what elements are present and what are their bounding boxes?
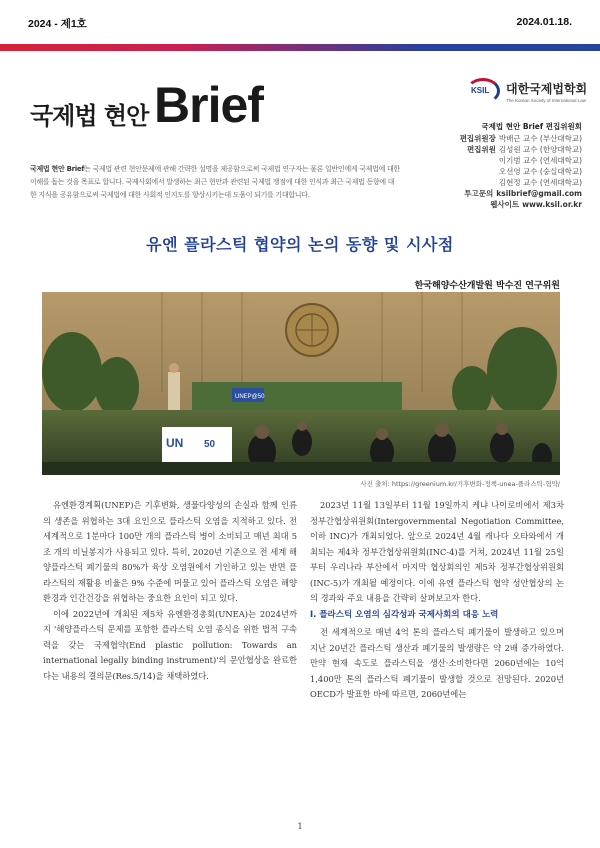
article-author: 한국해양수산개발원 박수진 연구위원 [414,281,560,291]
society-name-korean: 대한국제법학회 [506,81,588,96]
brand-english-title: Brief [154,77,263,133]
website-row: 웹사이트 www.ksil.or.kr [490,200,582,209]
paragraph: 2023년 11월 13일부터 11월 19일까지 케냐 나이로비에서 제3차 정부간협상위원회(Intergovernmental Negotiation Committee, 이하 INC)가 개최되었다. 앞으로 2024년 4월 캐나다 오타와에서 개최되는 제4차 정부간협상위원회(INC-4)를 거쳐, 2024년 11월 25일부터 우리나라 부산에서 마지막 협상회의인 제5차 정부간협상위원회(INC-5)가 개최될 예정이다. 이에 유엔 플라스틱 협약 성안협상의 논의 경과와 주요 내용을 간략히 살펴보고자 한다. [310,500,564,603]
article-column-left [43,498,297,684]
issue-number: 2024 - 제1호 [28,18,87,30]
anniversary-label: 50 [204,439,216,450]
brief-introduction [30,163,400,202]
ksil-logo-icon [466,78,500,104]
intro-text: 는 국제법 관련 현안문제에 관해 간략한 설명을 제공함으로써 국제법 연구자는 물론 일반인에게 국제법에 대한 이해를 돕는 것을 목표로 합니다. 국제사회에서 발생하는 최근 현안과 관련된 국제법 쟁점에 대한 인식과 최근 국제법 동향에 대한 지식을 공유함으로써 국제법에 대한 사회적 인지도를 향상시키는데 도움이 되기를 기대합니다. [30,165,400,199]
contact-row: 투고문의 ksilbrief@gmail.com [464,189,582,198]
paragraph: 유엔환경계획(UNEP)은 기후변화, 생물다양성의 손실과 함께 인류의 생존을 위협하는 3대 요인으로 플라스틱 오염을 지적하고 있다. 전 세계적으로 1분마다 100만 개의 플라스틱 병이 소비되고 매년 최대 5조 개의 비닐봉지가 사용되고 있다. 특히, 2020년 기준으로 전 세계 해양플라스틱 폐기물의 80%가 육상 오염원에서 기인하고 있는 반면 플라스틱의 재활용 비율은 9% 수준에 머물고 있어 플라스틱 오염은 해양환경과 인간건강을 위협하는 중요한 요인이 되고 있다. [43,500,297,603]
editor-row: 김현정 교수 (연세대학교) [498,178,582,187]
editorial-board-title: 국제법 현안 Brief 편집위원회 [481,122,582,131]
editorial-board [452,121,582,210]
editor-row: 오선영 교수 (숭실대학교) [498,167,582,176]
logo-mark-text: KSIL [471,86,490,95]
intro-bold-name: 국제법 현안 Brief [30,165,85,173]
issue-date: 2024.01.18. [516,16,572,28]
editor-row: 편집위원 김성원 교수 (한양대학교) [466,145,582,154]
accent-divider [0,44,600,51]
page-number: 1 [297,822,303,831]
screen-label: UNEP@50 [235,394,265,400]
paragraph: 전 세계적으로 매년 4억 톤의 플라스틱 폐기물이 발생하고 있으며 지난 20년간 플라스틱 생산과 폐기물의 발생량은 약 2배 증가하였다. 만약 현재 속도로 플라스틱을 생산·소비한다면 2060년에는 10억 1,400만 톤의 플라스틱 폐기물이 발생할 것으로 전망된다. 2020년 OECD가 발표한 바에 따르면, 2060년에는 [310,627,564,699]
editor-row: 편집위원장 박배근 교수 (부산대학교) [459,134,582,143]
top-bar [28,16,572,30]
society-name-english: The Korean Society of International Law [506,97,587,103]
photo-caption: 사진 출처: https://greenium.kr/기후변화-정책-unea-플라스틱-협약/ [360,480,560,488]
society-logo [466,78,587,104]
conference-photo [42,292,560,475]
article-title: 유엔 플라스틱 협약의 논의 동향 및 시사점 [146,235,454,254]
brand-korean-title: 국제법 현안 [30,102,149,130]
contact-email-link[interactable]: ksilbrief@gmail.com [496,189,582,198]
paragraph: 이에 2022년에 개최된 제5차 유엔환경총회(UNEA)는 2024년까지 '해양플라스틱 문제를 포함한 플라스틱 오염 종식을 위한 법적 구속력을 갖는 국제협약(End plastic pollution: Towards an international legally binding instrument)'의 문안협상을 완료한다는 내용의 결의문(Res.5/14)을 채택하였다. [43,608,297,681]
article-column-right [310,498,564,703]
website-link[interactable]: www.ksil.or.kr [522,200,582,209]
section-heading: Ⅰ. 플라스틱 오염의 심각성과 국제사회의 대응 노력 [310,609,499,620]
podium-label: UN [166,436,184,450]
editor-row: 이기범 교수 (연세대학교) [498,156,582,165]
